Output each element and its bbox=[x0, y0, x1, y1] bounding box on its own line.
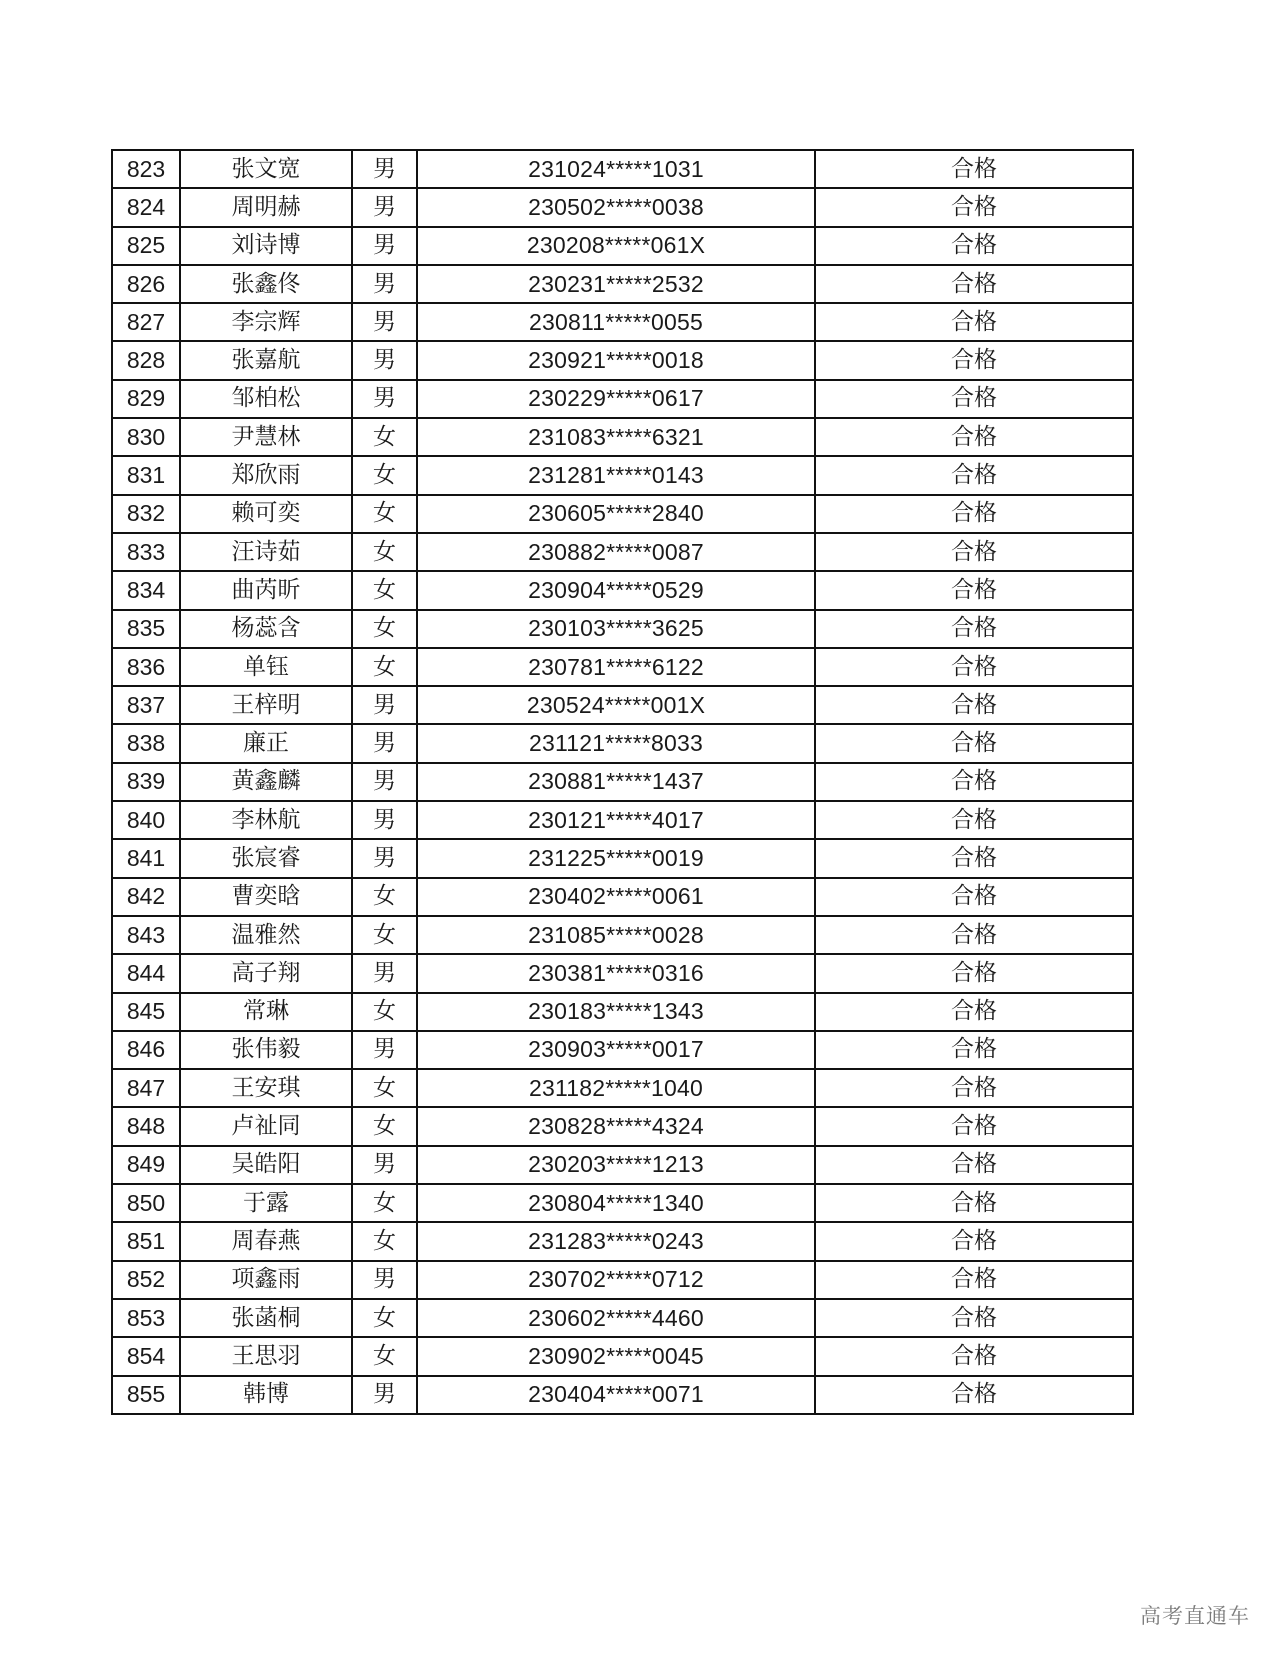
table-row bbox=[112, 1069, 1133, 1107]
table-row bbox=[112, 380, 1133, 418]
candidate-sex: 女 bbox=[352, 916, 417, 954]
row-number: 833 bbox=[112, 533, 180, 571]
candidate-id-number: 230103*****3625 bbox=[417, 610, 815, 648]
candidate-sex: 男 bbox=[352, 763, 417, 801]
candidate-name: 单钰 bbox=[180, 648, 352, 686]
row-number: 851 bbox=[112, 1222, 180, 1260]
table-row bbox=[112, 1337, 1133, 1375]
row-number: 834 bbox=[112, 571, 180, 609]
result-status: 合格 bbox=[815, 188, 1133, 226]
result-status: 合格 bbox=[815, 571, 1133, 609]
table-row bbox=[112, 916, 1133, 954]
row-number: 845 bbox=[112, 993, 180, 1031]
candidate-id-number: 230502*****0038 bbox=[417, 188, 815, 226]
candidate-id-number: 230902*****0045 bbox=[417, 1337, 815, 1375]
candidate-id-number: 230882*****0087 bbox=[417, 533, 815, 571]
row-number: 853 bbox=[112, 1299, 180, 1337]
result-status: 合格 bbox=[815, 227, 1133, 265]
table-row bbox=[112, 265, 1133, 303]
row-number: 836 bbox=[112, 648, 180, 686]
result-status: 合格 bbox=[815, 380, 1133, 418]
candidate-id-number: 231085*****0028 bbox=[417, 916, 815, 954]
row-number: 837 bbox=[112, 686, 180, 724]
candidate-sex: 女 bbox=[352, 993, 417, 1031]
candidate-sex: 男 bbox=[352, 724, 417, 762]
result-status: 合格 bbox=[815, 495, 1133, 533]
result-status: 合格 bbox=[815, 1146, 1133, 1184]
row-number: 825 bbox=[112, 227, 180, 265]
table-row bbox=[112, 227, 1133, 265]
candidate-sex: 女 bbox=[352, 495, 417, 533]
candidate-name: 吴皓阳 bbox=[180, 1146, 352, 1184]
row-number: 826 bbox=[112, 265, 180, 303]
candidate-name: 尹慧林 bbox=[180, 418, 352, 456]
row-number: 830 bbox=[112, 418, 180, 456]
row-number: 839 bbox=[112, 763, 180, 801]
candidate-sex: 女 bbox=[352, 1222, 417, 1260]
candidate-name: 刘诗博 bbox=[180, 227, 352, 265]
row-number: 823 bbox=[112, 150, 180, 188]
candidate-name: 温雅然 bbox=[180, 916, 352, 954]
candidate-id-number: 230229*****0617 bbox=[417, 380, 815, 418]
candidate-id-number: 230183*****1343 bbox=[417, 993, 815, 1031]
candidate-sex: 女 bbox=[352, 418, 417, 456]
candidate-sex: 男 bbox=[352, 954, 417, 992]
result-status: 合格 bbox=[815, 916, 1133, 954]
candidate-id-number: 230121*****4017 bbox=[417, 801, 815, 839]
result-status: 合格 bbox=[815, 150, 1133, 188]
candidate-sex: 女 bbox=[352, 1069, 417, 1107]
candidate-id-number: 231283*****0243 bbox=[417, 1222, 815, 1260]
row-number: 848 bbox=[112, 1107, 180, 1145]
row-number: 829 bbox=[112, 380, 180, 418]
result-status: 合格 bbox=[815, 763, 1133, 801]
candidate-name: 王梓明 bbox=[180, 686, 352, 724]
candidate-sex: 女 bbox=[352, 1107, 417, 1145]
result-status: 合格 bbox=[815, 839, 1133, 877]
candidate-sex: 男 bbox=[352, 265, 417, 303]
candidate-sex: 男 bbox=[352, 150, 417, 188]
result-status: 合格 bbox=[815, 1031, 1133, 1069]
candidate-name: 张宸睿 bbox=[180, 839, 352, 877]
candidate-id-number: 231281*****0143 bbox=[417, 456, 815, 494]
watermark-text: 高考直通车 bbox=[1140, 1604, 1250, 1628]
candidate-name: 汪诗茹 bbox=[180, 533, 352, 571]
candidate-sex: 女 bbox=[352, 1184, 417, 1222]
row-number: 846 bbox=[112, 1031, 180, 1069]
candidate-id-number: 230605*****2840 bbox=[417, 495, 815, 533]
row-number: 842 bbox=[112, 878, 180, 916]
result-status: 合格 bbox=[815, 1337, 1133, 1375]
table-row bbox=[112, 993, 1133, 1031]
result-status: 合格 bbox=[815, 648, 1133, 686]
candidate-sex: 男 bbox=[352, 1031, 417, 1069]
candidate-name: 卢祉同 bbox=[180, 1107, 352, 1145]
result-status: 合格 bbox=[815, 1299, 1133, 1337]
candidate-name: 于露 bbox=[180, 1184, 352, 1222]
table-row bbox=[112, 954, 1133, 992]
candidate-sex: 男 bbox=[352, 188, 417, 226]
candidate-id-number: 230203*****1213 bbox=[417, 1146, 815, 1184]
candidate-name: 廉正 bbox=[180, 724, 352, 762]
candidate-name: 张文宽 bbox=[180, 150, 352, 188]
candidate-sex: 男 bbox=[352, 1376, 417, 1414]
candidate-name: 项鑫雨 bbox=[180, 1261, 352, 1299]
table-row bbox=[112, 418, 1133, 456]
candidate-name: 曲芮昕 bbox=[180, 571, 352, 609]
candidate-sex: 男 bbox=[352, 801, 417, 839]
result-status: 合格 bbox=[815, 456, 1133, 494]
candidate-id-number: 230921*****0018 bbox=[417, 341, 815, 379]
candidate-sex: 女 bbox=[352, 456, 417, 494]
candidate-id-number: 230208*****061X bbox=[417, 227, 815, 265]
candidate-name: 常琳 bbox=[180, 993, 352, 1031]
result-status: 合格 bbox=[815, 801, 1133, 839]
table-row bbox=[112, 1222, 1133, 1260]
table-row bbox=[112, 724, 1133, 762]
candidate-name: 黄鑫麟 bbox=[180, 763, 352, 801]
candidate-name: 杨蕊含 bbox=[180, 610, 352, 648]
table-row bbox=[112, 839, 1133, 877]
candidate-id-number: 231121*****8033 bbox=[417, 724, 815, 762]
table-row bbox=[112, 1261, 1133, 1299]
row-number: 835 bbox=[112, 610, 180, 648]
candidate-sex: 男 bbox=[352, 686, 417, 724]
candidate-id-number: 231083*****6321 bbox=[417, 418, 815, 456]
result-status: 合格 bbox=[815, 1376, 1133, 1414]
candidate-name: 韩博 bbox=[180, 1376, 352, 1414]
table-row bbox=[112, 1146, 1133, 1184]
row-number: 852 bbox=[112, 1261, 180, 1299]
result-status: 合格 bbox=[815, 265, 1133, 303]
candidate-id-number: 230903*****0017 bbox=[417, 1031, 815, 1069]
table-row bbox=[112, 571, 1133, 609]
result-status: 合格 bbox=[815, 954, 1133, 992]
roster-table-body bbox=[112, 150, 1133, 1414]
candidate-name: 周明赫 bbox=[180, 188, 352, 226]
table-row bbox=[112, 341, 1133, 379]
result-status: 合格 bbox=[815, 341, 1133, 379]
result-status: 合格 bbox=[815, 533, 1133, 571]
candidate-id-number: 230702*****0712 bbox=[417, 1261, 815, 1299]
candidate-sex: 女 bbox=[352, 1299, 417, 1337]
table-row bbox=[112, 1107, 1133, 1145]
result-status: 合格 bbox=[815, 724, 1133, 762]
row-number: 840 bbox=[112, 801, 180, 839]
candidate-id-number: 231225*****0019 bbox=[417, 839, 815, 877]
row-number: 828 bbox=[112, 341, 180, 379]
candidate-sex: 男 bbox=[352, 839, 417, 877]
candidate-sex: 男 bbox=[352, 1146, 417, 1184]
candidate-name: 李宗辉 bbox=[180, 303, 352, 341]
table-row bbox=[112, 1184, 1133, 1222]
row-number: 854 bbox=[112, 1337, 180, 1375]
candidate-id-number: 230381*****0316 bbox=[417, 954, 815, 992]
row-number: 838 bbox=[112, 724, 180, 762]
candidate-name: 张伟毅 bbox=[180, 1031, 352, 1069]
row-number: 841 bbox=[112, 839, 180, 877]
candidate-id-number: 230602*****4460 bbox=[417, 1299, 815, 1337]
result-status: 合格 bbox=[815, 686, 1133, 724]
table-row bbox=[112, 801, 1133, 839]
table-row bbox=[112, 533, 1133, 571]
candidate-id-number: 230402*****0061 bbox=[417, 878, 815, 916]
result-status: 合格 bbox=[815, 418, 1133, 456]
table-row bbox=[112, 1031, 1133, 1069]
table-row bbox=[112, 150, 1133, 188]
result-status: 合格 bbox=[815, 303, 1133, 341]
candidate-id-number: 230881*****1437 bbox=[417, 763, 815, 801]
table-row bbox=[112, 878, 1133, 916]
candidate-name: 赖可奕 bbox=[180, 495, 352, 533]
candidate-sex: 女 bbox=[352, 610, 417, 648]
table-row bbox=[112, 1376, 1133, 1414]
row-number: 850 bbox=[112, 1184, 180, 1222]
candidate-sex: 男 bbox=[352, 341, 417, 379]
candidate-sex: 女 bbox=[352, 533, 417, 571]
candidate-sex: 男 bbox=[352, 1261, 417, 1299]
roster-table bbox=[111, 149, 1134, 1415]
candidate-name: 张菡桐 bbox=[180, 1299, 352, 1337]
result-status: 合格 bbox=[815, 610, 1133, 648]
candidate-id-number: 230231*****2532 bbox=[417, 265, 815, 303]
candidate-id-number: 231182*****1040 bbox=[417, 1069, 815, 1107]
result-status: 合格 bbox=[815, 1107, 1133, 1145]
row-number: 855 bbox=[112, 1376, 180, 1414]
candidate-name: 郑欣雨 bbox=[180, 456, 352, 494]
candidate-name: 张嘉航 bbox=[180, 341, 352, 379]
candidate-name: 周春燕 bbox=[180, 1222, 352, 1260]
candidate-name: 邹柏松 bbox=[180, 380, 352, 418]
row-number: 849 bbox=[112, 1146, 180, 1184]
table-row bbox=[112, 495, 1133, 533]
row-number: 832 bbox=[112, 495, 180, 533]
candidate-id-number: 230781*****6122 bbox=[417, 648, 815, 686]
candidate-id-number: 230811*****0055 bbox=[417, 303, 815, 341]
row-number: 827 bbox=[112, 303, 180, 341]
candidate-name: 李林航 bbox=[180, 801, 352, 839]
table-row bbox=[112, 648, 1133, 686]
result-status: 合格 bbox=[815, 1261, 1133, 1299]
result-status: 合格 bbox=[815, 993, 1133, 1031]
row-number: 824 bbox=[112, 188, 180, 226]
candidate-id-number: 230404*****0071 bbox=[417, 1376, 815, 1414]
row-number: 831 bbox=[112, 456, 180, 494]
table-row bbox=[112, 610, 1133, 648]
candidate-id-number: 230524*****001X bbox=[417, 686, 815, 724]
result-status: 合格 bbox=[815, 1069, 1133, 1107]
candidate-sex: 男 bbox=[352, 227, 417, 265]
table-row bbox=[112, 763, 1133, 801]
candidate-sex: 女 bbox=[352, 878, 417, 916]
candidate-name: 高子翔 bbox=[180, 954, 352, 992]
candidate-id-number: 230804*****1340 bbox=[417, 1184, 815, 1222]
table-row bbox=[112, 303, 1133, 341]
row-number: 843 bbox=[112, 916, 180, 954]
table-row bbox=[112, 1299, 1133, 1337]
candidate-name: 王安琪 bbox=[180, 1069, 352, 1107]
result-status: 合格 bbox=[815, 878, 1133, 916]
candidate-sex: 女 bbox=[352, 571, 417, 609]
candidate-sex: 男 bbox=[352, 380, 417, 418]
candidate-sex: 女 bbox=[352, 1337, 417, 1375]
candidate-id-number: 231024*****1031 bbox=[417, 150, 815, 188]
row-number: 844 bbox=[112, 954, 180, 992]
row-number: 847 bbox=[112, 1069, 180, 1107]
candidate-sex: 女 bbox=[352, 648, 417, 686]
candidate-id-number: 230904*****0529 bbox=[417, 571, 815, 609]
table-row bbox=[112, 456, 1133, 494]
candidate-name: 曹奕晗 bbox=[180, 878, 352, 916]
table-row bbox=[112, 686, 1133, 724]
table-row bbox=[112, 188, 1133, 226]
candidate-sex: 男 bbox=[352, 303, 417, 341]
result-status: 合格 bbox=[815, 1184, 1133, 1222]
candidate-id-number: 230828*****4324 bbox=[417, 1107, 815, 1145]
candidate-name: 张鑫佟 bbox=[180, 265, 352, 303]
candidate-name: 王思羽 bbox=[180, 1337, 352, 1375]
result-status: 合格 bbox=[815, 1222, 1133, 1260]
